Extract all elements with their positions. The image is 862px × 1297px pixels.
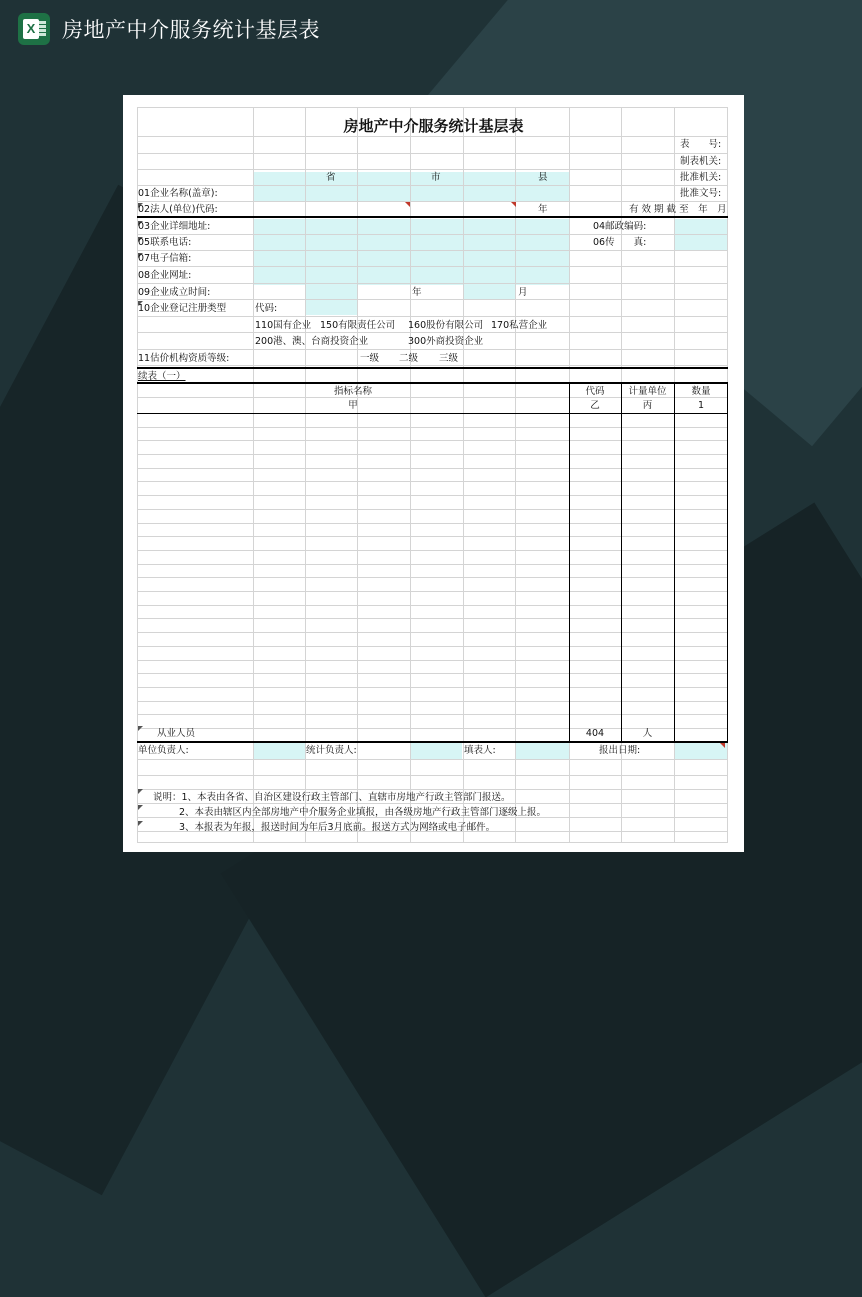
address-label: 03企业详细地址: [138,221,211,232]
grid-row-line [137,234,728,235]
email-label: 07电子信箱: [138,253,192,264]
cell-fill [305,285,357,315]
border-line [137,741,728,743]
grid-row-line [137,136,728,137]
grid-row-line [137,185,728,186]
comment-marker[interactable] [138,726,143,731]
subheader-jia: 甲 [348,400,358,411]
grid-row-line [137,107,728,108]
border-line [621,384,622,742]
border-line [137,216,728,218]
subheader-1: 1 [697,400,705,411]
grid-row-line [137,481,728,482]
fax-label: 06传 真: [593,237,647,248]
grid-row-line [137,714,728,715]
grid-row-line [137,153,728,154]
grid-row-line [137,440,728,441]
code-label: 代码: [255,303,278,314]
reg-type-option: 160股份有限公司 [408,320,484,331]
grid-row-line [137,660,728,661]
grid-row-line [137,250,728,251]
grid-row-line [137,316,728,317]
note-line: 3、本报表为年报，报送时间为年后3月底前。报送方式为网络或电子邮件。 [179,822,496,833]
spreadsheet-sheet[interactable] [123,95,744,852]
border-line [137,382,728,384]
employees-row-label: 从业人员 [157,728,196,739]
note-line: 2、本表由辖区内全部房地产中介服务企业填报，由各级房地产行政主管部门逐级上报。 [179,807,547,818]
level-option: 三级 [439,353,459,364]
grid-row-line [137,365,728,366]
grid-row-line [137,591,728,592]
grid-row-line [137,618,728,619]
grid-row-line [137,468,728,469]
form-number-label: 表 号: [680,139,722,150]
approving-agency-label: 批准机关: [680,172,722,183]
header-indicator-name: 指标名称 [333,386,372,397]
employees-row-unit: 人 [642,728,653,739]
title-bar [0,0,862,60]
reg-type-option: 300外商投资企业 [408,336,484,347]
grid-row-line [137,332,728,333]
grid-row-line [137,701,728,702]
comment-marker[interactable] [138,821,143,826]
level-option: 一级 [360,353,380,364]
reg-type-option: 110国有企业 [255,320,312,331]
grid-row-line [137,842,728,843]
report-date-label: 报出日期: [599,745,641,756]
grid-row-line [137,427,728,428]
website-label: 08企业网址: [138,270,192,281]
grid-row-line [137,523,728,524]
comment-marker[interactable] [405,202,410,207]
issuing-agency-label: 制表机关: [680,156,722,167]
employees-row-code: 404 [585,728,605,739]
grid-row-line [137,454,728,455]
cell-fill [253,743,305,759]
level-option: 二级 [399,353,419,364]
validity-label: 有 效 期 截 至 年 月 [629,204,727,215]
cell-fill [674,219,728,251]
phone-label: 05联系电话: [138,237,192,248]
cell-fill [253,219,569,285]
approval-number-label: 批准文号: [680,188,722,199]
founding-year-label: 年 [412,287,422,298]
grid-row-line [137,775,728,776]
reg-type-option: 170私营企业 [491,320,548,331]
reg-type-option: 150有限责任公司 [320,320,396,331]
grid-row-line [137,266,728,267]
enterprise-name-label: 01企业名称(盖章): [138,188,218,199]
cell-fill [463,285,515,299]
header-quantity: 数量 [691,386,711,397]
grid-row-line [137,550,728,551]
header-code: 代码 [585,386,605,397]
comment-marker[interactable] [138,805,143,810]
founding-date-label: 09企业成立时间: [138,287,211,298]
border-line [569,384,570,742]
comment-marker[interactable] [138,789,143,794]
grid-row-line [137,759,728,760]
province-label: 省 [326,172,336,183]
stats-head-label: 统计负责人: [306,745,357,756]
reg-type-option: 200港、澳、台商投资企业 [255,336,369,347]
city-label: 市 [431,172,441,183]
sheet-title: 房地产中介服务统计基层表 [343,117,524,135]
grid-row-line [137,283,728,284]
grid-row-line [137,536,728,537]
document-title: 房地产中介服务统计基层表 [62,18,320,42]
cell-fill [515,743,569,759]
excel-icon: X [18,13,50,45]
registration-type-label: 10企业登记注册类型 [138,303,227,314]
cell-fill [253,172,569,202]
cell-fill [410,743,462,759]
note-line: 说明：1、本表由各省、自治区建设行政主管部门、直辖市房地产行政主管部门报送。 [153,792,511,803]
subheader-bing: 丙 [642,400,653,411]
grid-row-line [137,646,728,647]
grid-row-line [137,495,728,496]
grid-row-line [137,789,728,790]
postcode-label: 04邮政编码: [593,221,647,232]
grid-row-line [137,201,728,202]
founding-month-label: 月 [518,287,528,298]
grid-row-line [137,349,728,350]
grid-row-line [137,687,728,688]
grid-row-line [137,169,728,170]
comment-marker[interactable] [511,202,516,207]
border-line [674,384,675,742]
grid-row-line [137,605,728,606]
grid-row-line [137,632,728,633]
grid-row-line [137,673,728,674]
grid-row-line [137,509,728,510]
filler-label: 填表人: [464,745,496,756]
legal-code-label: 02法人(单位)代码: [138,204,218,215]
header-unit: 计量单位 [628,386,667,397]
qualification-level-label: 11估价机构资质等级: [138,353,230,364]
grid-row-line [137,299,728,300]
county-label: 县 [538,172,548,183]
grid-row-line [137,564,728,565]
year-label: 年 [538,204,548,215]
border-line [137,413,728,414]
border-line [727,384,728,742]
unit-head-label: 单位负责人: [138,745,189,756]
grid-row-line [137,577,728,578]
border-line [137,367,728,369]
continued-label: 续表（一） [138,371,186,382]
comment-marker[interactable] [720,743,725,748]
subheader-yi: 乙 [590,400,600,411]
